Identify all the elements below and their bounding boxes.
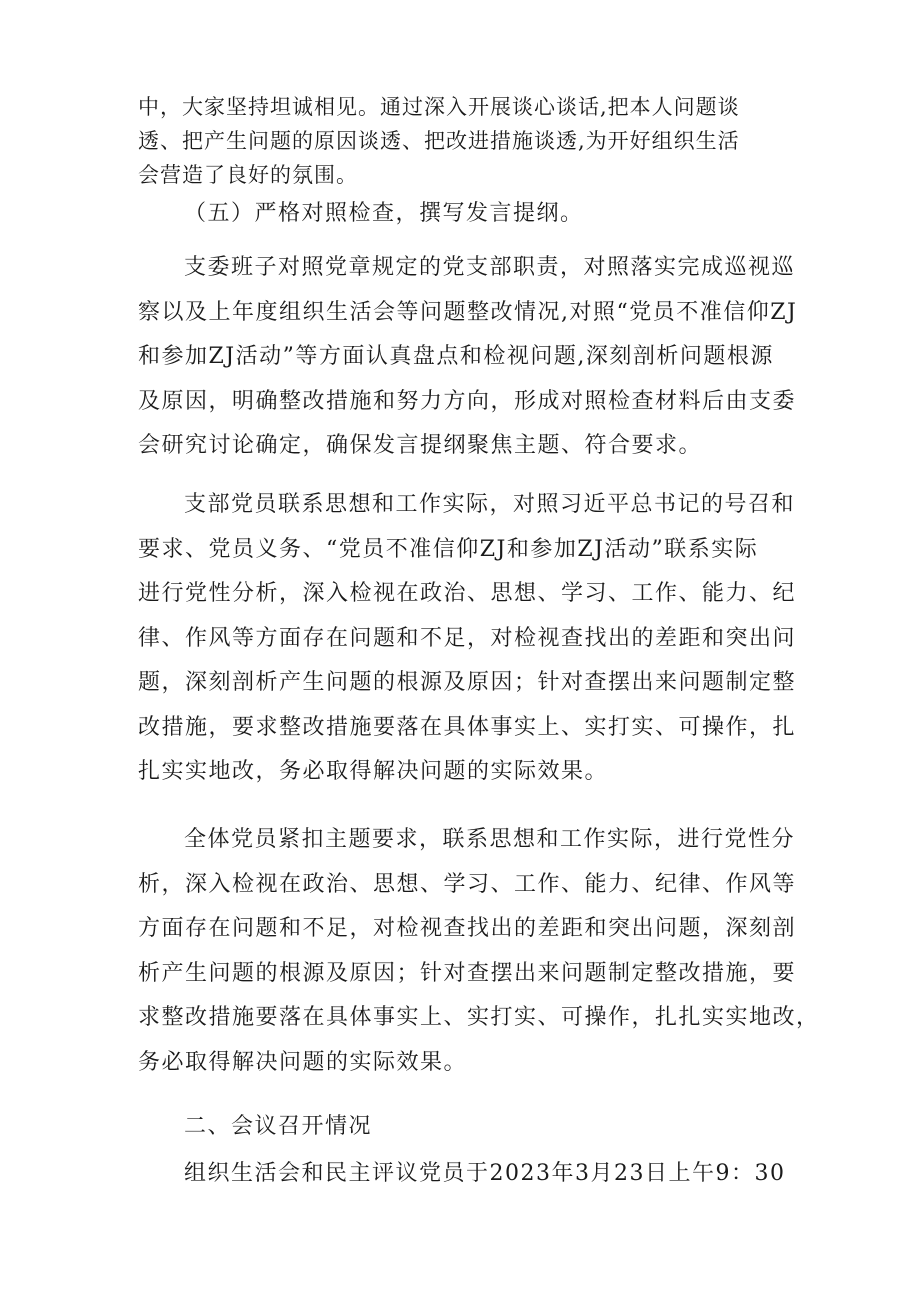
text-line: 透、把产生问题的原因谈透、把改进措施谈透,为开好组织生活 (138, 129, 740, 153)
section-heading-five (184, 192, 844, 237)
paragraph-all-members (138, 818, 820, 1085)
text-line: 察以及上年度组织生活会等问题整改情况,对照“党员不准信仰ZJ (138, 299, 798, 325)
paragraph-meeting (184, 1152, 844, 1197)
text-line: 支部党员联系思想和工作实际，对照习近平总书记的号召和 (184, 492, 796, 517)
heading-text: 二、会议召开情况 (184, 1114, 373, 1139)
text-line: 及原因，明确整改措施和努力方向，形成对照检查材料后由支委 (138, 388, 797, 414)
text-line: 组织生活会和民主评议党员于2023年3月23日上午9：30 (184, 1161, 786, 1186)
text-line: 会研究讨论确定，确保发言提纲聚焦主题、符合要求。 (138, 433, 703, 458)
text-line: 和参加ZJ活动”等方面认真盘点和检视问题,深刻剖析问题根源 (138, 344, 774, 369)
text-line: 方面存在问题和不足，对检视查找出的差距和突出问题，深刻剖 (138, 916, 797, 941)
text-line: 律、作风等方面存在问题和不足，对检视查找出的差距和突出问 (138, 625, 797, 651)
text-line: 要求、党员义务、“党员不准信仰ZJ和参加ZJ活动”联系实际 (138, 536, 759, 562)
text-line: 求整改措施要落在具体事实上、实打实、可操作，扎扎实实地改， (138, 1005, 820, 1030)
text-line: 中，大家坚持坦诚相见。通过深入开展谈心谈话,把本人问题谈 (138, 95, 740, 119)
text-line: 全体党员紧扣主题要求，联系思想和工作实际，进行党性分 (184, 827, 796, 852)
text-line: 务必取得解决问题的实际效果。 (138, 1049, 468, 1075)
text-line: 析，深入检视在政治、思想、学习、工作、能力、纪律、作风等 (138, 871, 797, 897)
paragraph-intro (138, 90, 798, 192)
section-heading-two (184, 1105, 844, 1150)
text-line: 支委班子对照党章规定的党支部职责，对照落实完成巡视巡 (184, 255, 796, 280)
text-line: 题，深刻剖析产生问题的根源及原因；针对查摆出来问题制定整 (138, 670, 797, 695)
text-line: 扎实实地改，务必取得解决问题的实际效果。 (138, 759, 609, 784)
paragraph-members (138, 483, 798, 795)
text-line: 析产生问题的根源及原因；针对查摆出来问题制定整改措施，要 (138, 960, 797, 986)
heading-text: （五）严格对照检查，撰写发言提纲。 (184, 201, 584, 226)
text-line: 改措施，要求整改措施要落在具体事实上、实打实、可操作，扎 (138, 714, 797, 740)
text-line: 进行党性分析，深入检视在政治、思想、学习、工作、能力、纪 (138, 581, 797, 606)
paragraph-committee (138, 246, 798, 469)
text-line: 会营造了良好的氛围。 (138, 163, 358, 187)
